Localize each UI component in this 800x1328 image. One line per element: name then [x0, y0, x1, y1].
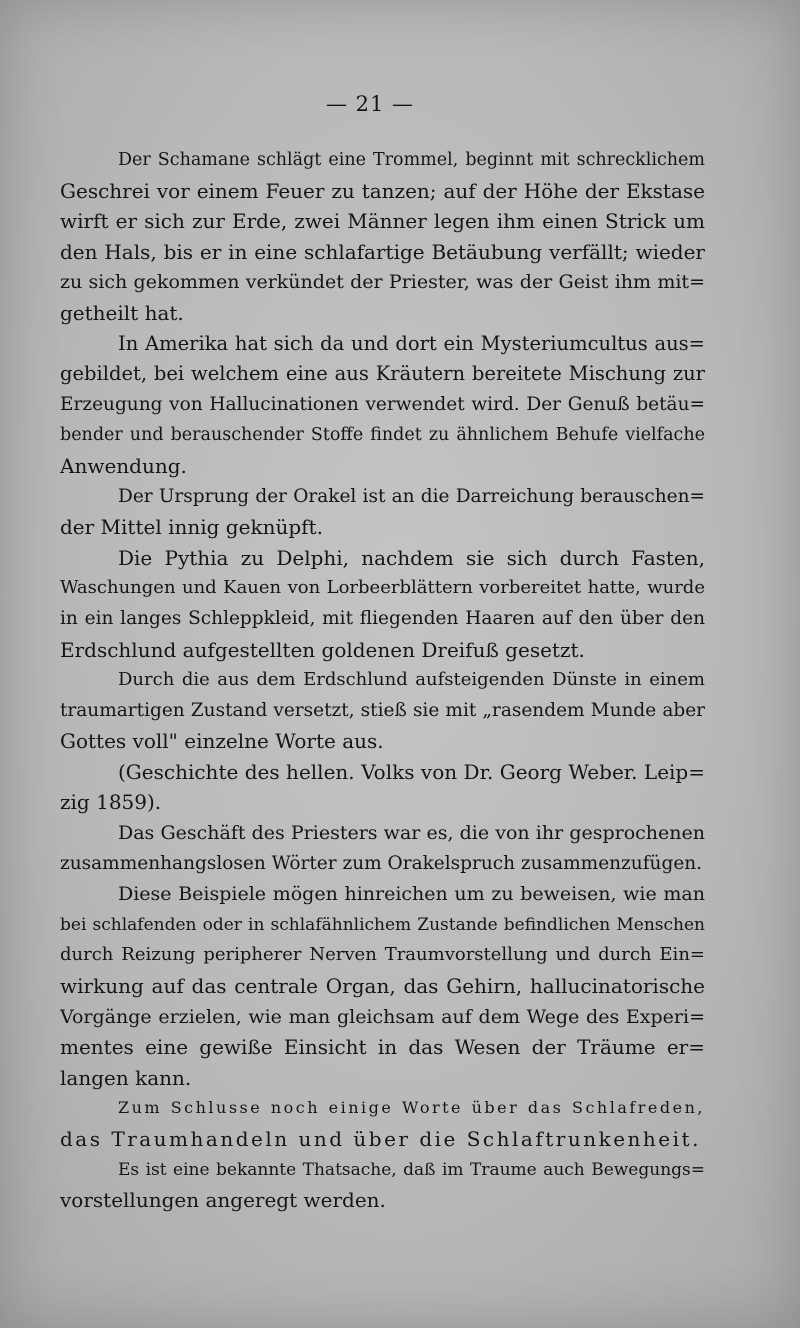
text-line: Der Schamane schlägt eine Trommel, beginnt mit schrecklichem [118, 150, 705, 170]
text-line: Anwendung. [60, 453, 187, 478]
text-line: Diese Beispiele mögen hinreichen um zu beweisen, wie man [118, 883, 705, 906]
text-line: das Traumhandeln und über die Schlaftrunkenheit. [60, 1127, 701, 1151]
text-line: Es ist eine bekannte Thatsache, daß im Traume auch Bewegungs= [118, 1159, 705, 1180]
text-line: zig 1859). [60, 790, 162, 815]
text-line: Durch die aus dem Erdschlund aufsteigenden Dünste in einem [118, 669, 705, 691]
text-line: langen kann. [60, 1065, 192, 1090]
text-line: traumartigen Zustand versetzt, stieß sie mit „rasendem Munde aber [60, 699, 705, 721]
text-line: Erzeugung von Hallucinationen verwendet wird. Der Genuß betäu= [60, 393, 705, 415]
text-line: Der Ursprung der Orakel ist an die Darreichung berauschen= [118, 485, 705, 507]
text-line: in ein langes Schleppkleid, mit fliegenden Haaren auf den über den [60, 607, 705, 629]
text-line: mentes eine gewiße Einsicht in das Wesen der Träume er= [60, 1035, 705, 1060]
text-line: getheilt hat. [60, 300, 184, 325]
text-line: Die Pythia zu Delphi, nachdem sie sich durch Fasten, [118, 545, 705, 570]
text-line: Vorgänge erzielen, wie man gleichsam auf dem Wege des Experi= [60, 1005, 705, 1028]
text-line: wirft er sich zur Erde, zwei Männer legen ihm einen Strick um [60, 209, 705, 234]
text-line: bender und berauschender Stoffe findet zu ähnlichem Behufe vielfache [60, 425, 705, 446]
text-line: der Mittel innig geknüpft. [60, 515, 323, 540]
text-line: Waschungen und Kauen von Lorbeerblättern vorbereitet hatte, wurde [60, 577, 705, 599]
text-line: Zum Schlusse noch einige Worte über das Schlafreden, [118, 1098, 705, 1118]
text-line: Geschrei vor einem Feuer zu tanzen; auf der Höhe der Ekstase [60, 178, 705, 203]
text-line: Erdschlund aufgestellten goldenen Dreifuß gesetzt. [60, 637, 585, 662]
text-line: durch Reizung peripherer Nerven Traumvorstellung und durch Ein= [60, 944, 705, 966]
text-line: zusammenhangslosen Wörter zum Orakelspruch zusammenzufügen. [60, 852, 703, 874]
text-line: gebildet, bei welchem eine aus Kräutern bereitete Mischung zur [60, 362, 705, 386]
text-line: (Geschichte des hellen. Volks von Dr. Georg Weber. Leip= [118, 759, 705, 784]
text-line: den Hals, bis er in eine schlafartige Betäubung verfällt; wieder [60, 239, 705, 264]
body-text [60, 145, 705, 1216]
text-line: vorstellungen angeregt werden. [60, 1188, 386, 1213]
text-line: Das Geschäft des Priesters war es, die von ihr gesprochenen [118, 822, 705, 845]
text-line: zu sich gekommen verkündet der Priester, was der Geist ihm mit= [60, 271, 705, 294]
text-line: bei schlafenden oder in schlafähnlichem Zustande befindlichen Menschen [60, 914, 705, 935]
page-number: — 21 — [325, 92, 415, 116]
text-line: wirkung auf das centrale Organ, das Gehirn, hallucinatorische [60, 974, 705, 999]
text-line: In Amerika hat sich da und dort ein Mysteriumcultus aus= [118, 331, 705, 355]
text-line: Gottes voll" einzelne Worte aus. [60, 729, 384, 754]
